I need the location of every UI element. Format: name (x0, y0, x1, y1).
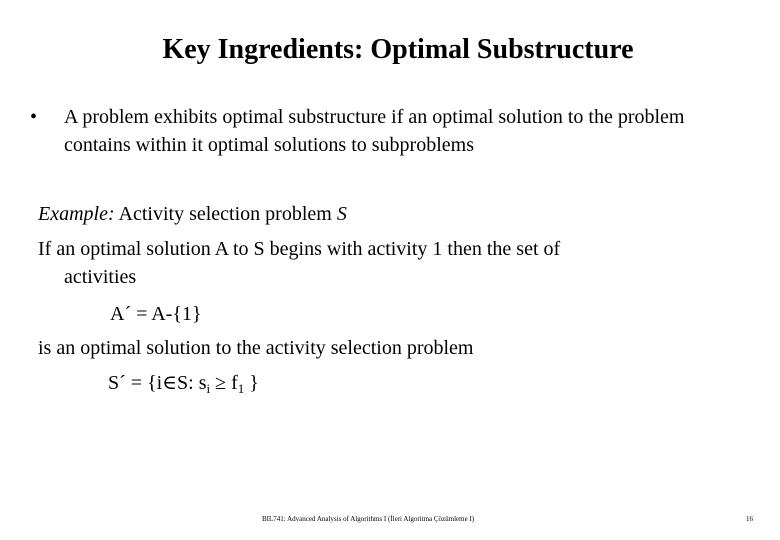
bullet-marker: • (30, 106, 38, 128)
slide-footer: BIL741: Advanced Analysis of Algorithms I (İleri Algoritma Çözümleme I) (262, 515, 475, 523)
formula-middle: ≥ f (210, 372, 238, 394)
formula-suffix: } (244, 372, 259, 394)
bullet-point (30, 103, 750, 159)
body-line-3: activities (64, 266, 137, 288)
bullet-text: A problem exhibits optimal substructure if an optimal solution to the problem contains within it optimal solutions to subproblems (64, 106, 685, 156)
formula-line (108, 369, 259, 397)
body-line-5: is an optimal solution to the activity selection problem (38, 337, 474, 359)
example-line (38, 200, 347, 228)
formula-prefix: S´ = {i∈S: s (108, 372, 207, 394)
example-var: S (336, 203, 347, 225)
formula-sub-1: 1 (237, 381, 245, 396)
body-line-2: If an optimal solution A to S begins with activity 1 then the set of (38, 238, 561, 260)
formula-sub-i: i (206, 381, 211, 396)
example-label: Example: (38, 203, 115, 225)
page-number: 16 (746, 515, 753, 523)
slide-title: Key Ingredients: Optimal Substructure (162, 34, 634, 65)
set-definition: A´ = A-{1} (110, 303, 202, 325)
example-text: Activity selection problem (114, 203, 337, 225)
